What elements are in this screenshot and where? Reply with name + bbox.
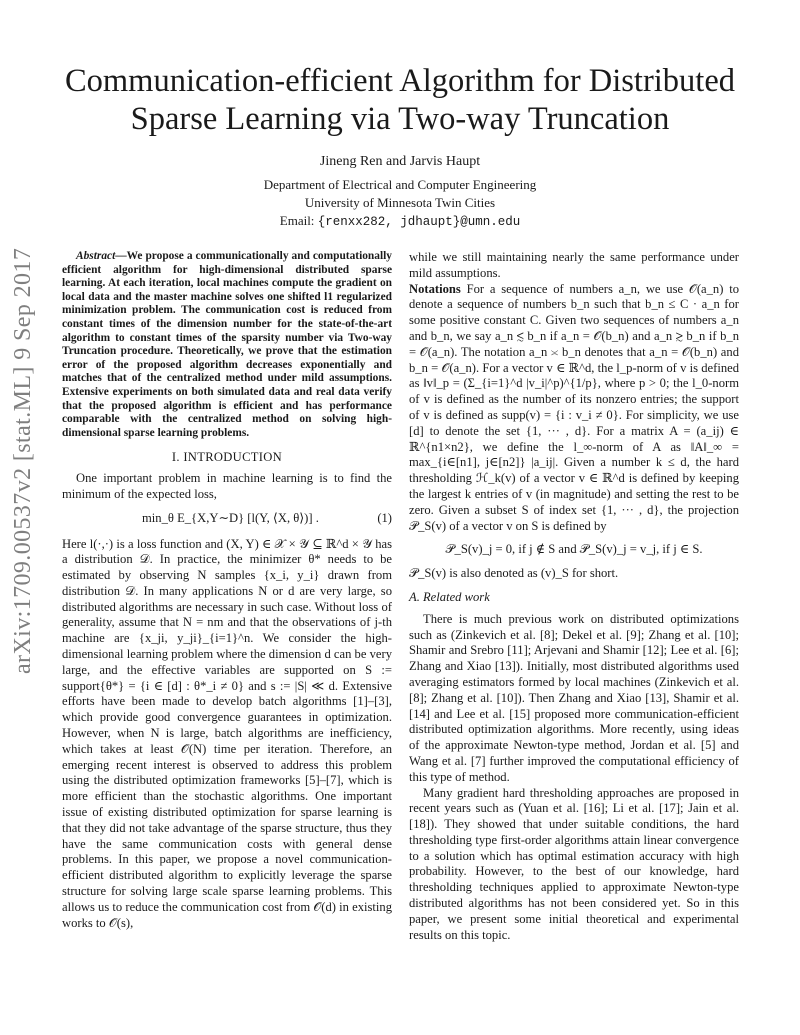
abstract (62, 250, 392, 440)
email-line (150, 212, 650, 231)
abstract-text: —We propose a communicationally and computationally efficient algorithm for high-dimensional distributed sparse learning. At each iteration, local machines compute the gradient on local data and the master machine solves one shifted l1 regularized minimization problem. The communication cost is reduced from constant times of the dimension number for the state-of-the-art algorithm to constant times of the sparsity number via Two-way Truncation procedure. Theoretically, we prove that the estimation error of the proposed algorithm decreases exponentially and matches that of the centralized method under mild assumptions. Extensive experiments on both simulated data and real data verify that the proposed algorithm is efficient and has performance comparable with the centralized method on solving high-dimensional sparse learning problems. (62, 250, 392, 439)
authors: Jineng Ren and Jarvis Haupt (319, 154, 481, 169)
notations-label: Notations (409, 281, 461, 296)
related-work-paragraph-1: There is much previous work on distributed optimizations such as (Zinkevich et al. [8]; Dekel et al. [9]; Zhang et al. [10]; Shamir and Srebro [11]; Arjevani and Shamir [12]; Lee et al. [6]; Zhang and Xiao [13]). Initially, most distributed algorithms used averaging estimators formed by local machines (Zinkevich et al. [8]; Zhang et al. [10]). Then Zhang and Xiao [13], Shamir et al. [14] and Lee et al. [15] proposed more communication-efficient distributed optimization algorithms. More recently, using ideas of the approximate Newton-type method, Jordan et al. [5] and Wang et al. [7] further improved the computational efficiency of this type of method. (409, 611, 739, 784)
section-heading-introduction: I. INTRODUCTION (171, 450, 283, 465)
related-work-paragraph-2: Many gradient hard thresholding approaches are proposed in recent years such as (Yuan et al. [16]; Li et al. [17]; Jain et al. [18]). They showed that under suitable conditions, the hard thresholding type first-order algorithms attain linear convergence to a solution which has optimal estimation accuracy with high probability. However, to the best of our knowledge, hard thresholding techniques applied to approximate Newton-type distributed algorithms has not been considered yet. So in this paper, we present some initial theoretical and experimental results on this topic. (409, 785, 739, 942)
title-line-2: Sparse Learning via Two-way Truncation (130, 101, 670, 137)
equation-projection: 𝒫_S(v)_j = 0, if j ∉ S and 𝒫_S(v)_j = v_j, if j ∈ S. (445, 542, 703, 557)
notations-paragraph (409, 282, 739, 535)
right-column (409, 250, 739, 943)
projection-note: 𝒫_S(v) is also denoted as (v)_S for short. (409, 566, 619, 581)
intro-paragraph-1: One important problem in machine learning is to find the minimum of the expected loss, (62, 471, 392, 501)
affiliation (150, 176, 650, 231)
subsection-heading-related-work: A. Related work (409, 589, 490, 604)
arxiv-stamp: arXiv:1709.00537v2 [stat.ML] 9 Sep 2017 (10, 247, 36, 674)
intro-paragraph-continued: while we still maintaining nearly the same performance under mild assumptions. (409, 250, 739, 280)
department: Department of Electrical and Computer Engineering (263, 177, 537, 192)
equation-1-body: min_θ E_{X,Y∼D} [l(Y, ⟨X, θ⟩)] . (142, 510, 319, 525)
paper-title (60, 62, 740, 138)
notations-text: For a sequence of numbers a_n, we use 𝒪(a_n) to denote a sequence of numbers b_n such that b_n ≤ C · a_n for some positive constant C. Given two sequences of numbers a_n and b_n, we say a_n ≲ b_n if a_n = 𝒪(b_n) and a_n ≳ b_n if b_n = 𝒪(a_n). The notation a_n ≍ b_n denotes that a_n = 𝒪(b_n) and b_n = 𝒪(a_n). For a vector v ∈ ℝ^d, the l_p-norm of v is defined as ‖v‖_p = (Σ_{i=1}^d |v_i|^p)^{1/p}, where p > 0; the l_0-norm of v is defined as the number of its nonzero entries; the support of v is defined as supp(v) = {i : v_i ≠ 0}. For simplicity, we use [d] to denote the set {1, ··· , d}. For a matrix A = (a_ij) ∈ ℝ^{n1×n2}, we define the l_∞-norm of A as ‖A‖_∞ = max_{i∈[n1], j∈[n2]} |a_ij|. Given a number k ≤ d, the hard thresholding ℋ_k(v) of a vector v ∈ ℝ^d is defined by keeping the largest k entries of v (in magnitude) and setting the rest to be zero. Given a subset S of index set {1, ··· , d}, the projection 𝒫_S(v) of a vector v on S is defined by (409, 281, 739, 533)
intro-paragraph-2: Here l(·,·) is a loss function and (X, Y) ∈ 𝒳 × 𝒴 ⊆ ℝ^d × 𝒴 has a distribution 𝒟. In practice, the minimizer θ* needs to be estimated by observing N samples {x_i, y_i} drawn from distribution 𝒟. In many applications N or d are very large, so distributed algorithms are necessary in such case. Without loss of generality, assume that N = nm and that the observations of j-th machine are {x_ji, y_ji}_{i=1}^n. We consider the high-dimensional learning problem where the dimension d can be very large, and the effective variables are supported on S := support{θ*} = {i ∈ [d] : θ*_i ≠ 0} and s := |S| ≪ d. Extensive efforts have been made to develop batch algorithms [1]–[3], which provide good convergence guarantees in optimization. However, when N is large, batch algorithms are inefficiency, which takes at least 𝒪(N) time per iteration. Therefore, an emerging recent interest is observed to address this problem using the distributed optimization frameworks [5]–[7], which is more efficient than the stochastic algorithms. One important issue of existing distributed optimization for sparse learning is that they did not take advantage of the sparse structure, thus they have the same communication costs with general dense problems. In this paper, we propose a novel communication-efficient distributed algorithm to explicitly leverage the sparse structure for solving large scale sparse learning problems. This allows us to reduce the communication cost from 𝒪(d) in existing works to 𝒪(s), (62, 536, 392, 930)
title-line-1: Communication-efficient Algorithm for Distributed (64, 63, 736, 99)
equation-1 (62, 511, 392, 527)
left-column (62, 250, 392, 931)
equation-1-number: (1) (377, 510, 392, 525)
abstract-label: Abstract (76, 250, 116, 262)
email-address[interactable]: {renxx282, jdhaupt}@umn.edu (317, 215, 521, 229)
university: University of Minnesota Twin Cities (304, 195, 496, 210)
email-label: Email: (279, 213, 315, 228)
